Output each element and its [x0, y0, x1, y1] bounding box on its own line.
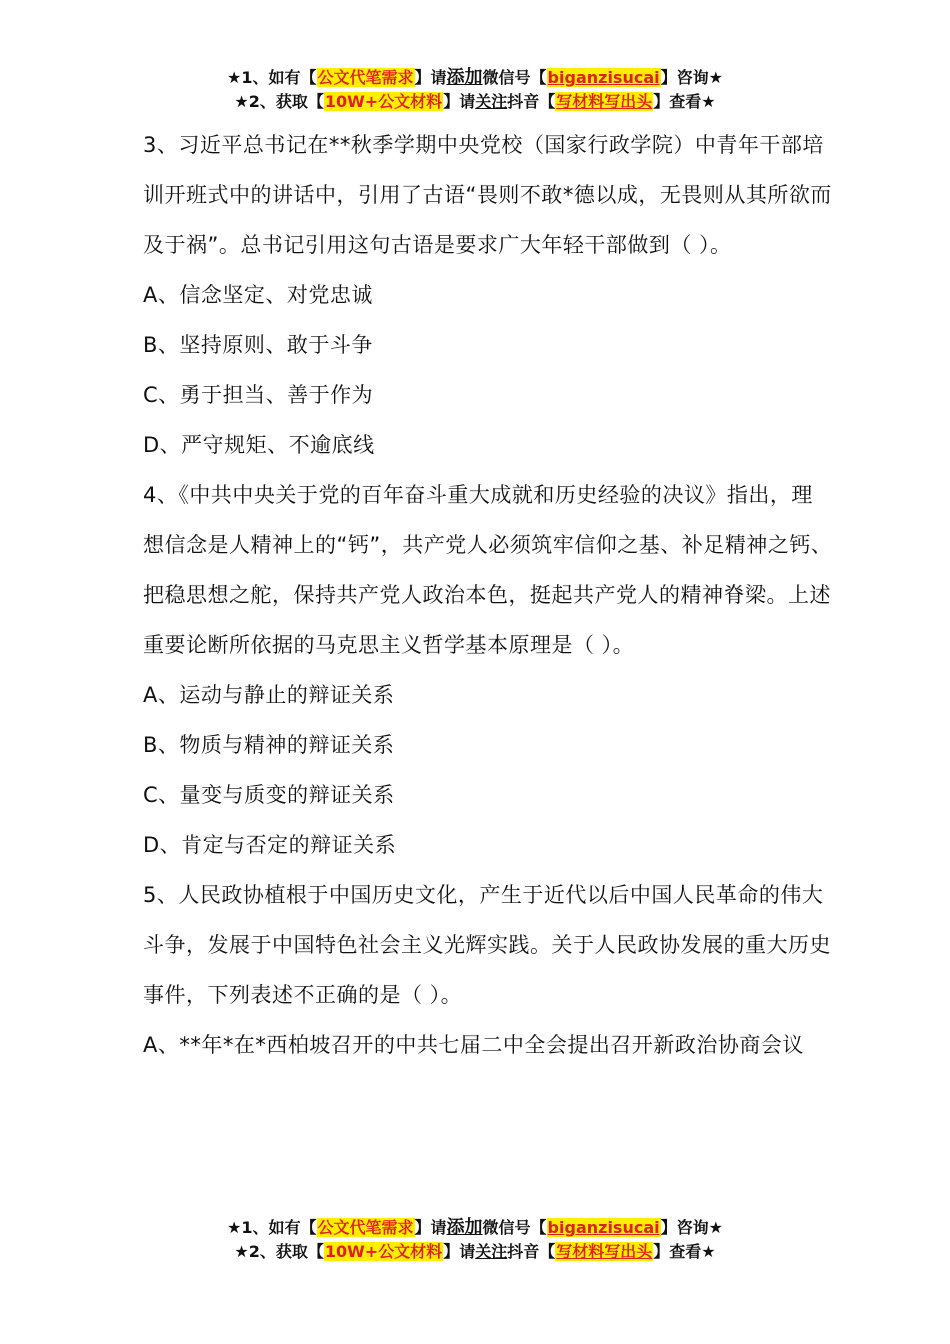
promo-text: 】请 — [414, 1218, 447, 1237]
promo-text: 抖音【 — [507, 1242, 556, 1261]
question-option: D、严守规矩、不逾底线 — [143, 433, 375, 457]
promo-line-2 — [0, 90, 950, 114]
question-option: A、**年*在*西柏坡召开的中共七届二中全会提出召开新政治协商会议 — [143, 1033, 804, 1057]
promo-text: 】咨询★ — [660, 1218, 723, 1237]
promo-highlight: 公文代笔需求 — [317, 68, 414, 87]
promo-text: 】请 — [414, 68, 447, 87]
promo-line-2 — [0, 1240, 950, 1264]
promo-emphasis: 关注 — [475, 92, 508, 111]
document-body — [143, 120, 833, 1070]
promo-text: ★2、获取【 — [234, 92, 324, 111]
promo-highlight: 10W+公文材料 — [324, 1242, 443, 1261]
footer-promo-banner — [0, 1216, 950, 1264]
question-stem: 3、习近平总书记在**秋季学期中央党校（国家行政学院）中青年干部培训开班式中的讲话中，引用了古语“畏则不敢*德以成，无畏则从其所欲而及于祸”。总书记引用这句古语是要求广大年轻干部做到（ ）。 — [143, 133, 832, 257]
promo-text: 】请 — [443, 1242, 476, 1261]
promo-emphasis: 关注 — [475, 1242, 508, 1261]
question-option: B、物质与精神的辩证关系 — [143, 733, 395, 757]
question-stem: 4、《中共中央关于党的百年奋斗重大成就和历史经验的决议》指出，理想信念是人精神上的“钙”，共产党人必须筑牢信仰之基、补足精神之钙、把稳思想之舵，保持共产党人政治本色，挺起共产党人的精神脊梁。上述重要论断所依据的马克思主义哲学基本原理是（ ）。 — [143, 483, 833, 657]
promo-text: ★1、如有【 — [227, 68, 317, 87]
promo-douyin-id: 写材料写出头 — [556, 1242, 653, 1261]
question-option: A、运动与静止的辩证关系 — [143, 683, 395, 707]
question-stem: 5、人民政协植根于中国历史文化，产生于近代以后中国人民革命的伟大斗争，发展于中国特色社会主义光辉实践。关于人民政协发展的重大历史事件，下列表述不正确的是（ ）。 — [143, 883, 831, 1007]
question-option: D、肯定与否定的辩证关系 — [143, 833, 397, 857]
promo-line-1 — [0, 66, 950, 90]
header-promo-banner — [0, 66, 950, 114]
question-option: C、勇于担当、善于作为 — [143, 383, 374, 407]
question-option: A、信念坚定、对党忠诚 — [143, 283, 373, 307]
promo-text: ★1、如有【 — [227, 1218, 317, 1237]
promo-highlight: 10W+公文材料 — [324, 92, 443, 111]
promo-text: 微信号【 — [482, 1218, 547, 1237]
promo-wechat-id: biganzisucai — [547, 68, 660, 87]
promo-text: 】查看★ — [653, 92, 716, 111]
promo-line-1 — [0, 1216, 950, 1240]
promo-wechat-id: biganzisucai — [547, 1218, 660, 1237]
promo-text: 】查看★ — [653, 1242, 716, 1261]
question-option: B、坚持原则、敢于斗争 — [143, 333, 373, 357]
promo-emphasis: 添加 — [446, 67, 483, 88]
promo-text: 微信号【 — [482, 68, 547, 87]
question-option: C、量变与质变的辩证关系 — [143, 783, 395, 807]
promo-emphasis: 添加 — [446, 1217, 483, 1238]
promo-text: 抖音【 — [507, 92, 556, 111]
promo-text: 】咨询★ — [660, 68, 723, 87]
promo-text: 】请 — [443, 92, 476, 111]
promo-highlight: 公文代笔需求 — [317, 1218, 414, 1237]
promo-text: ★2、获取【 — [234, 1242, 324, 1261]
promo-douyin-id: 写材料写出头 — [556, 92, 653, 111]
